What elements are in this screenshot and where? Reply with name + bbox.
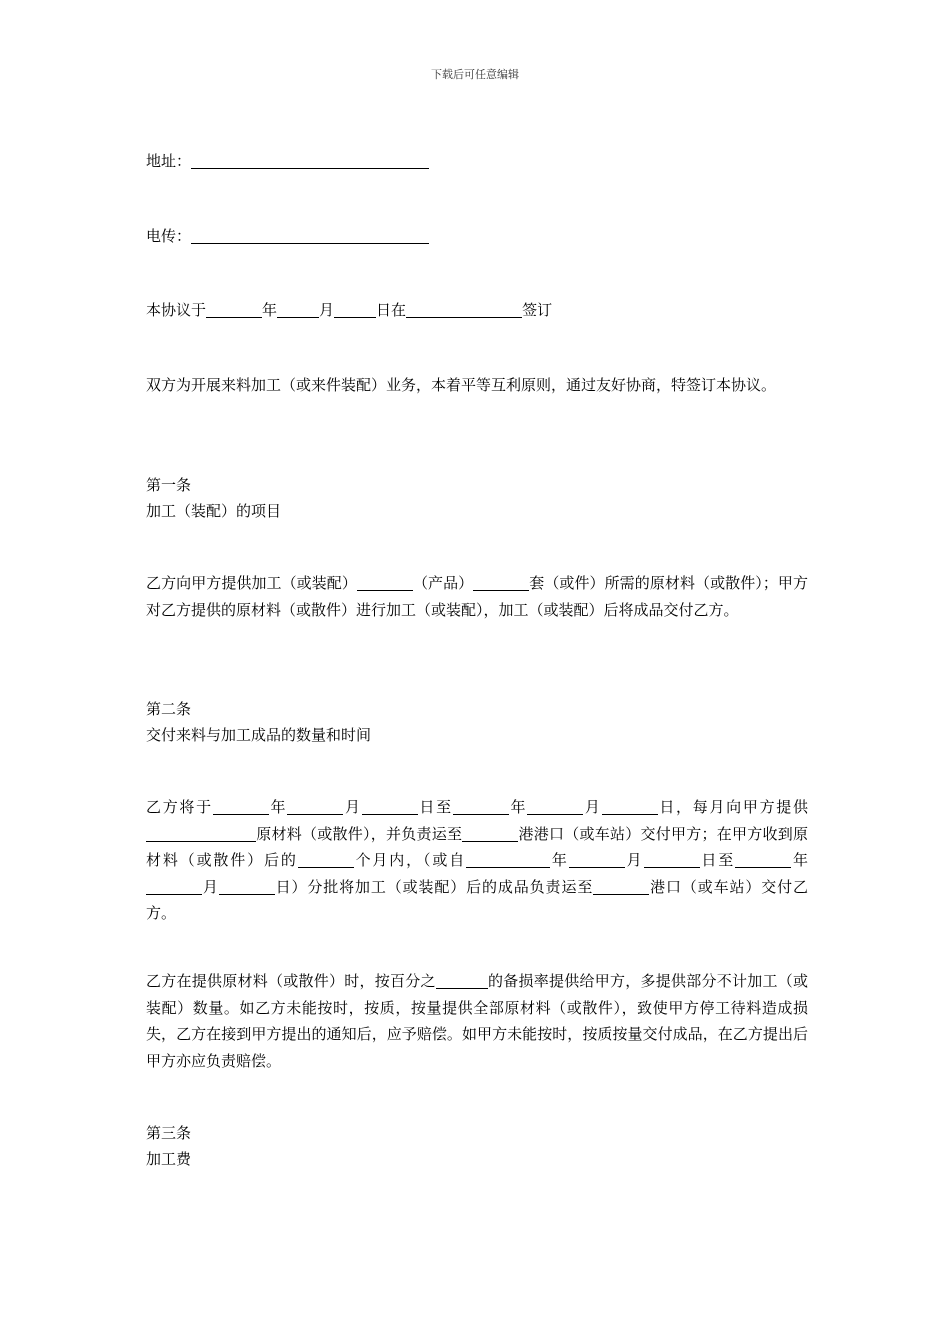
a2p1-day-to: 日至	[417, 798, 453, 816]
signing-day-blank[interactable]	[334, 301, 376, 318]
article-1-text-c: 套（或件）所需的原材料（或散件）；甲方对乙方提供的原材料（或散件）进行加工（或装配），加工（或装配）后将成品交付乙方。	[146, 574, 808, 619]
batch-end-month-blank[interactable]	[146, 878, 202, 895]
batch-start-month-blank[interactable]	[569, 851, 625, 868]
address-blank[interactable]	[191, 152, 429, 169]
end-year-blank[interactable]	[453, 798, 509, 815]
end-day-blank[interactable]	[602, 798, 658, 815]
signing-day-label: 日在	[376, 301, 407, 319]
start-month-blank[interactable]	[287, 798, 343, 815]
quantity-blank[interactable]	[473, 574, 529, 591]
a2p1-year4: 年	[791, 851, 808, 869]
a2p1-end: 港口（或车站）交付乙方。	[146, 877, 808, 922]
batch-start-day-blank[interactable]	[644, 851, 700, 868]
article-1-text-a: 乙方向甲方提供加工（或装配）	[146, 574, 357, 592]
end-month-blank[interactable]	[527, 798, 583, 815]
a2p1-year2: 年	[508, 798, 528, 816]
signing-month-blank[interactable]	[277, 301, 319, 318]
destination-port-blank[interactable]	[593, 878, 649, 895]
page-header: 下载后可任意编辑	[431, 68, 519, 81]
port-blank[interactable]	[462, 825, 518, 842]
a2p2-text-a: 乙方在提供原材料（或散件）时，按百分之	[146, 972, 436, 990]
a2p1-month4: 月	[202, 877, 219, 896]
signing-line	[146, 297, 808, 323]
batch-end-year-blank[interactable]	[735, 851, 791, 868]
a2p1-text-a: 乙方将于	[146, 798, 213, 816]
address-label: 地址：	[146, 152, 192, 170]
fax-line	[146, 223, 808, 249]
article-1-text-b: （产品）	[412, 574, 474, 592]
article-3-number: 第三条	[146, 1124, 192, 1142]
a2p1-month1: 月	[343, 798, 362, 816]
start-year-blank[interactable]	[213, 798, 269, 815]
start-day-blank[interactable]	[362, 798, 418, 815]
a2p1-day-to2: 日至	[699, 851, 736, 869]
article-2-paragraph-1	[146, 794, 808, 927]
product-blank[interactable]	[357, 574, 413, 591]
a2p1-month2: 月	[583, 798, 602, 816]
a2p1-day-monthly: 日，每月向甲方提供	[657, 798, 808, 816]
article-2	[146, 696, 808, 748]
article-1-paragraph	[146, 570, 808, 623]
article-3	[146, 1120, 808, 1172]
intro-paragraph: 双方为开展来料加工（或来件装配）业务，本着平等互利原则，通过友好协商，特签订本协议。	[146, 376, 777, 394]
signing-place-blank[interactable]	[406, 301, 522, 318]
batch-end-day-blank[interactable]	[219, 878, 275, 895]
article-2-number: 第二条	[146, 700, 192, 718]
fax-label: 电传：	[146, 227, 192, 245]
article-2-title: 交付来料与加工成品的数量和时间	[146, 726, 372, 744]
materials-amount-blank[interactable]	[146, 825, 256, 842]
a2p1-year3: 年	[550, 851, 569, 869]
a2p1-day-batch: 日）分批将加工（或装配）后的成品负责运至	[274, 877, 594, 896]
fax-blank[interactable]	[191, 227, 429, 244]
a2p1-materials: 原材料（或散件），并负责运至	[256, 824, 463, 843]
a2p1-year1: 年	[268, 798, 288, 816]
signing-month-label: 月	[319, 301, 335, 319]
batch-start-year-blank[interactable]	[466, 851, 550, 868]
loss-rate-blank[interactable]	[436, 972, 488, 989]
article-1-number: 第一条	[146, 476, 192, 494]
address-line	[146, 148, 808, 174]
signing-year-label: 年	[262, 301, 278, 319]
a2p1-port: 港港口（或车站）交付甲方；在甲方收到原材料（或散件）后的	[146, 824, 808, 869]
article-2-paragraph-2	[146, 968, 808, 1074]
article-3-title: 加工费	[146, 1150, 192, 1168]
article-1	[146, 472, 808, 524]
signing-suffix: 签订	[522, 301, 553, 319]
article-1-title: 加工（装配）的项目	[146, 502, 282, 520]
a2p1-within: 个月内，（或自	[353, 851, 467, 869]
months-blank[interactable]	[298, 851, 354, 868]
signing-prefix: 本协议于	[146, 301, 207, 319]
a2p1-month3: 月	[624, 851, 644, 869]
signing-year-blank[interactable]	[206, 301, 262, 318]
a2p2-text-b: 的备损率提供给甲方，多提供部分不计加工（或装配）数量。如乙方未能按时，按质，按量提供全部原材料（或散件），致使甲方停工待料造成损失，乙方在接到甲方提出的通知后，应予赔偿。如甲方未能按时，按质按量交付成品，在乙方提出后 甲方亦应负责赔偿。	[146, 972, 808, 1070]
